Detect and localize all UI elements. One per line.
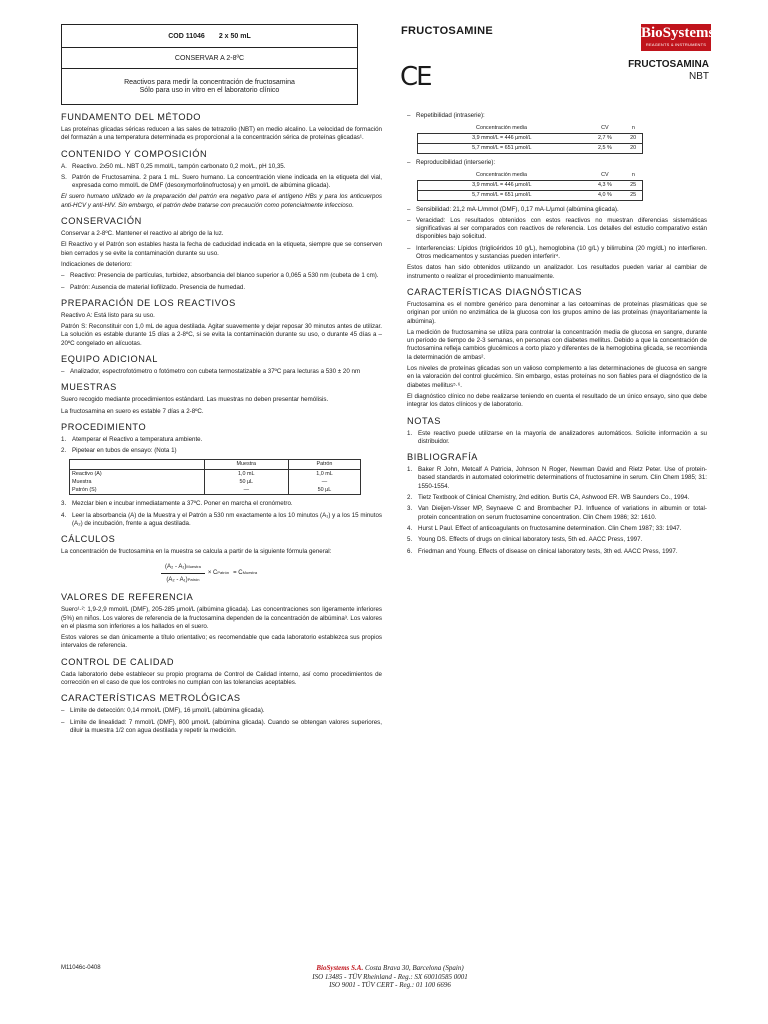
list-item — [61, 284, 382, 292]
table-cell: 20 — [624, 143, 642, 153]
paragraph: Cada laboratorio debe establecer su propio programa de Control de Calidad interno, así como procedimientos de corrección en el caso de que los controles no cumplan con las tolerancias aceptables. — [61, 670, 382, 686]
item-text: Reactivo: Presencia de partículas, turbidez, absorbancia del blanco superior a 0,065 a 530 nm (cubeta de 1 cm). — [70, 272, 379, 280]
item-marker: 6. — [407, 547, 413, 555]
table-header: Muestra — [204, 459, 288, 469]
item-text: Atemperar el Reactivo a temperatura ambiente. — [72, 435, 203, 443]
reference-text: Hurst L Paul. Effect of anticoagulants on fructosamine determination. Clin Chem 1987; 33: 1947. — [418, 524, 682, 532]
code-row — [62, 25, 357, 48]
dash-marker: – — [407, 112, 411, 119]
list-item — [407, 112, 707, 120]
item-text: Interferencias: Lípidos (triglicéridos 10 g/L), hemoglobina (10 g/L) y bilirrubina (20 mg/dL) no interfieren. Otros medicamentos y sustancias pueden interferir⁴. — [416, 244, 707, 261]
table-cell: 20 — [624, 133, 642, 143]
table-row — [70, 486, 361, 495]
section-heading: CARACTERÍSTICAS DIAGNÓSTICAS — [407, 286, 583, 297]
list-item — [61, 174, 382, 191]
section-heading: BIBLIOGRAFÍA — [407, 452, 479, 463]
pack-size: 2 x 50 mL — [218, 32, 251, 40]
paragraph: Las proteínas glicadas séricas reducen a las sales de tetrazolio (NBT) en medio alcalino. La velocidad de formación del formazán a una temperatura determinada es proporcional a la concentración sérica de proteínas glicadas¹. — [61, 126, 382, 142]
list-item — [407, 217, 707, 242]
table-cell: 25 — [624, 180, 642, 190]
denominator-sub: Patrón — [187, 576, 200, 582]
item-text: Patrón: Ausencia de material liofilizado. Presencia de humedad. — [70, 283, 246, 291]
section-heading: NOTAS — [407, 415, 441, 426]
paragraph: Suero recogido mediante procedimientos estándard. Las muestras no deben presentar hemólisis. — [61, 396, 329, 404]
left-column — [61, 112, 382, 738]
brand-name: BioSystems — [641, 25, 715, 41]
formula-fraction — [161, 563, 205, 585]
paragraph: Suero¹·²: 1,9-2,9 mmol/L (DMF), 205-285 µmol/L (albúmina glicada). Las concentraciones son ligeramente inferiores (5%) en niños. Los valores de referencia de la fructosamina dependen de la concentración de albúmina³. Los valores en el plasma son inferiores a los hallados en el suero. — [61, 606, 382, 630]
paragraph: La fructosamina en suero es estable 7 días a 2-8ºC. — [61, 407, 204, 415]
table-row — [70, 478, 361, 486]
list-item — [407, 159, 707, 167]
item-text: Reproducibilidad (interserie): — [416, 158, 496, 166]
dash-marker: – — [407, 216, 411, 224]
reference-item — [407, 548, 707, 556]
item-text: Analizador, espectrofotómetro o fotómetro con cubeta termostatizable a 37ºC para lecturas a 530 ± 20 nm — [70, 368, 361, 376]
table-header: Patrón — [288, 459, 360, 469]
reference-text: Van Dieijen-Visser MP, Seynaeve C and Brombacher PJ. Influence of variations in albumin or total-protein concentration on serum fructosamine concentration. Clin Chem 1986; 32: 1610. — [418, 505, 707, 521]
item-marker: 3. — [407, 505, 413, 513]
document-title: FRUCTOSAMINE — [401, 25, 494, 37]
paragraph: Estos valores se dan únicamente a título orientativo; es recomendable que cada laboratorio establezca sus propios intervalos de referencia. — [61, 634, 382, 650]
table-header: n — [631, 171, 635, 178]
pipetting-table — [69, 459, 361, 496]
paragraph: Fructosamina es el nombre genérico para denominar a las cetoaminas de proteínas plasmáticas que se originan por unión no enzimática de la glucosa con los grupos amino de las proteínas (mayoritariamente la albúmina). — [407, 300, 707, 325]
formula-multiplier: × C — [207, 570, 218, 577]
list-item — [61, 719, 382, 736]
calculation-formula — [161, 563, 382, 585]
table-cell: Patrón (S) — [70, 486, 205, 495]
section-heading: FUNDAMENTO DEL MÉTODO — [61, 112, 202, 122]
table-row — [418, 180, 643, 190]
table-header — [70, 459, 205, 469]
company-address: Costa Brava 30, Barcelona (Spain) — [363, 964, 464, 972]
list-item — [61, 368, 382, 376]
item-text: Límite de detección: 0,14 mmol/L (DMF), 16 µmol/L (albúmina glicada). — [70, 707, 265, 715]
reference-text: Young DS. Effects of drugs on clinical laboratory tests, 5th ed. AACC Press, 1997. — [418, 536, 643, 544]
item-marker: 4. — [61, 511, 67, 519]
iso-9001-line: ISO 9001 - TÜV CERT - Reg.: 01 100 6696 — [329, 981, 451, 989]
method-name: NBT — [689, 71, 709, 82]
item-marker: 4. — [407, 524, 413, 532]
table-header: Concentración media — [476, 124, 527, 131]
safety-note: El suero humano utilizado en la preparación del patrón era negativo para el antígeno HBs y para los anticuerpos anti-HCV y anti-HIV. Sin embargo, el patrón debe tratarse con precaución como potencialmente infeccioso. — [61, 193, 382, 209]
item-text: Veracidad: Los resultados obtenidos con estos reactivos no muestran diferencias sistemáticas significativas al ser comparados con reactivos de referencia. Los detalles del estudio comparativo están disponibles bajo solicitud. — [416, 216, 707, 241]
item-marker: A. — [61, 162, 67, 170]
reference-text: Friedman and Young. Effects of disease on clinical laboratory tests, 3th ed. AACC Press, 1997. — [418, 547, 678, 555]
product-info-box — [61, 24, 358, 105]
paragraph: La concentración de fructosamina en la muestra se calcula a partir de la siguiente fórmula general: — [61, 548, 332, 556]
list-item — [61, 436, 382, 444]
table-cell: 4,3 % — [586, 180, 625, 190]
formula-result: = C — [233, 570, 243, 577]
denominator-text: (A₂ - A₁) — [166, 576, 188, 583]
table-cell: Reactivo (A) — [70, 469, 205, 478]
reference-item — [407, 494, 707, 502]
dash-marker: – — [61, 707, 65, 715]
section-heading: CÁLCULOS — [61, 534, 116, 545]
item-text: Repetibilidad (intraserie): — [416, 112, 485, 119]
storage-row: CONSERVAR A 2-8ºC — [62, 48, 357, 69]
table-cell: 1,0 mL — [288, 469, 360, 478]
brand-tagline: REAGENTS & INSTRUMENTS — [645, 42, 707, 47]
dash-marker: – — [61, 283, 65, 291]
intended-use-row — [62, 69, 357, 104]
reference-text: Tietz Textbook of Clinical Chemistry, 2nd edition. Burtis CA, Ashwood ER. WB Saunders Co., 1994. — [418, 494, 690, 502]
table-header: CV — [601, 124, 609, 131]
item-text: Este reactivo puede utilizarse en la mayoría de analizadores automáticos. Solicite información a su distribuidor. — [418, 429, 707, 445]
repeatability-table — [417, 123, 643, 154]
reference-item — [407, 536, 707, 544]
formula-numerator — [161, 563, 205, 574]
list-item — [407, 245, 707, 262]
list-item — [407, 206, 707, 214]
table-cell: Muestra — [70, 478, 205, 486]
table-cell: 2,5 % — [586, 143, 625, 153]
table-cell: 50 µL — [288, 486, 360, 495]
paragraph: Los niveles de proteínas glicadas son un valioso complemento a las determinaciones de glucosa en sangre en la valoración del control glucémico. Sin embargo, estas proteínas no son fiables para el diagnóstico de la diabetes mellitus⁵·⁶. — [407, 365, 707, 389]
table-row — [70, 469, 361, 478]
item-marker: 2. — [407, 494, 413, 502]
document-code: M11046c-0408 — [61, 965, 101, 971]
table-cell: 4,0 % — [586, 190, 625, 200]
intended-use-line1: Reactivos para medir la concentración de fructosamina — [124, 78, 295, 86]
item-text: Mezclar bien e incubar inmediatamente a 37ºC. Poner en marcha el cronómetro. — [72, 500, 293, 508]
table-row — [418, 143, 643, 153]
list-item — [61, 163, 382, 171]
table-cell: 1,0 mL — [204, 469, 288, 478]
section-heading: CONTENIDO Y COMPOSICIÓN — [61, 148, 208, 159]
item-marker: 2. — [61, 447, 67, 455]
product-name: FRUCTOSAMINA — [628, 59, 709, 70]
dash-marker: – — [61, 272, 65, 280]
paragraph: El diagnóstico clínico no debe realizarse teniendo en cuenta el resultado de un único ensayo, sino que debe integrar los datos clínicos y de laboratorio. — [407, 392, 707, 409]
table-cell: — — [288, 478, 360, 486]
item-text: Reactivo. 2x50 mL. NBT 0,25 mmol/L, tampón carbonato 0,2 mol/L, pH 10,35. — [72, 162, 286, 170]
item-text: Límite de linealidad: 7 mmol/L (DMF), 800 µmol/L (albúmina glicada). Cuando se obtengan valores superiores, diluir la muestra 1/2 con agua destilada y repetir la medición. — [70, 718, 382, 734]
item-marker: 3. — [61, 500, 67, 508]
dash-marker: – — [407, 205, 411, 213]
section-heading: PROCEDIMIENTO — [61, 421, 147, 432]
reference-item — [407, 466, 707, 491]
intended-use-line2: Sólo para uso in vitro en el laboratorio clínico — [139, 86, 280, 94]
table-header: CV — [601, 171, 609, 178]
dash-marker: – — [407, 158, 411, 166]
ce-mark: CE — [400, 62, 431, 92]
paragraph: Patrón S: Reconstituir con 1,0 mL de agua destilada. Agitar suavemente y dejar reposar 30 minutos antes de utilizar. La solución es estable durante 15 días a 2-8ºC, si se evita la contaminación durante su uso, o durante 45 días a –20ºC congelado en alícuotas. — [61, 323, 382, 347]
formula-result-sub: Muestra — [242, 570, 258, 576]
iso-13485-line: ISO 13485 - TÜV Rheinland - Reg.: SX 60010585 0001 — [312, 972, 468, 981]
item-marker: S. — [61, 173, 67, 181]
table-cell: 3,9 mmol/L = 446 µmol/L — [418, 180, 586, 190]
paragraph: La medición de fructosamina se utiliza para controlar la concentración media de glucosa en sangre, durante un período de tiempo de 2-3 semanas, en personas con diabetes mellitus. Debido a que la concentración de fructosamina refleja cambios glucémicos a corto plazo y diferentes de la hemoglobina glicada, se recomienda la determinación de ambas². — [407, 328, 707, 361]
list-item — [61, 707, 382, 715]
dash-marker: – — [61, 718, 65, 726]
company-name: BioSystems S.A. — [316, 964, 364, 972]
table-cell: 50 µL — [204, 478, 288, 486]
numerator-text: (A₂ - A₁) — [165, 563, 187, 570]
dash-marker: – — [61, 368, 65, 376]
reference-item — [407, 525, 707, 533]
paragraph: Indicaciones de deterioro: — [61, 260, 132, 268]
formula-denominator — [161, 574, 205, 584]
table-header: Concentración media — [476, 171, 527, 178]
list-item — [61, 512, 382, 529]
list-item — [61, 272, 382, 280]
list-item — [407, 430, 707, 447]
item-marker: 1. — [407, 466, 413, 474]
list-item — [61, 500, 382, 508]
section-heading: MUESTRAS — [61, 382, 117, 393]
biosystems-logo — [641, 24, 715, 51]
table-cell: 3,9 mmol/L = 446 µmol/L — [418, 133, 586, 143]
table-cell: 2,7 % — [586, 133, 625, 143]
item-marker: 5. — [407, 536, 413, 544]
dash-marker: – — [407, 244, 411, 252]
section-heading: VALORES DE REFERENCIA — [61, 592, 194, 603]
numerator-sub: Muestra — [186, 563, 201, 569]
table-row — [418, 133, 643, 143]
company-address-line — [250, 964, 530, 973]
section-heading: CONSERVACIÓN — [61, 216, 142, 227]
table-header: n — [631, 124, 635, 131]
item-text: Sensibilidad: 21,2 mA·L/mmol (DMF), 0,17 mA·L/µmol (albúmina glicada). — [416, 205, 619, 213]
section-heading: CARACTERÍSTICAS METROLÓGICAS — [61, 693, 241, 704]
section-heading: EQUIPO ADICIONAL — [61, 354, 158, 365]
table-cell: 5,7 mmol/L = 651 µmol/L — [418, 190, 586, 200]
section-heading: CONTROL DE CALIDAD — [61, 656, 175, 667]
product-code: COD 11046 — [168, 32, 205, 40]
formula-multiplier-sub: Patrón — [217, 570, 230, 576]
reference-text: Baker R John, Metcalf A Patricia, Johnson N Roger, Newman David and Rietz Peter. Use of protein-based standards in automated colorimetric determinations of fructosamine in serum. Clin Chem 1985; 31: 1550-1554. — [418, 466, 707, 490]
item-text: Pipetear en tubos de ensayo: (Nota 1) — [72, 447, 177, 455]
list-item — [61, 447, 382, 455]
paragraph: Conservar a 2-8ºC. Mantener el reactivo al abrigo de la luz. — [61, 230, 224, 238]
table-row — [418, 190, 643, 200]
company-footer — [250, 964, 530, 990]
table-cell: 25 — [624, 190, 642, 200]
item-text: Leer la absorbancia (A) de la Muestra y el Patrón a 530 nm exactamente a los 10 minutos (A₁) y a los 15 minutos (A₂) de incubación, frente a agua destilada. — [72, 511, 382, 528]
reference-item — [407, 505, 707, 522]
paragraph: El Reactivo y el Patrón son estables hasta la fecha de caducidad indicada en la etiqueta, siempre que se conserven bien cerrados y se evite la contaminación durante su uso. — [61, 241, 382, 257]
item-marker: 1. — [61, 435, 67, 443]
section-heading: PREPARACIÓN DE LOS REACTIVOS — [61, 297, 236, 308]
reproducibility-table — [417, 170, 643, 201]
item-marker: 1. — [407, 429, 413, 437]
table-cell: 5,7 mmol/L = 651 µmol/L — [418, 143, 586, 153]
paragraph: Reactivo A: Está listo para su uso. — [61, 311, 155, 319]
paragraph: Estos datos han sido obtenidos utilizando un analizador. Los resultados pueden variar al cambiar de instrumento o realizar el procedimiento manualmente. — [407, 264, 707, 280]
right-column — [407, 112, 707, 559]
item-text: Patrón de Fructosamina. 2 para 1 mL. Suero humano. La concentración viene indicada en la etiqueta del vial, expresada como mmol/L de DMF (desoxymorfolinofructosa) y en µmol/L de albúmina glicada). — [72, 173, 382, 190]
table-cell: — — [204, 486, 288, 495]
